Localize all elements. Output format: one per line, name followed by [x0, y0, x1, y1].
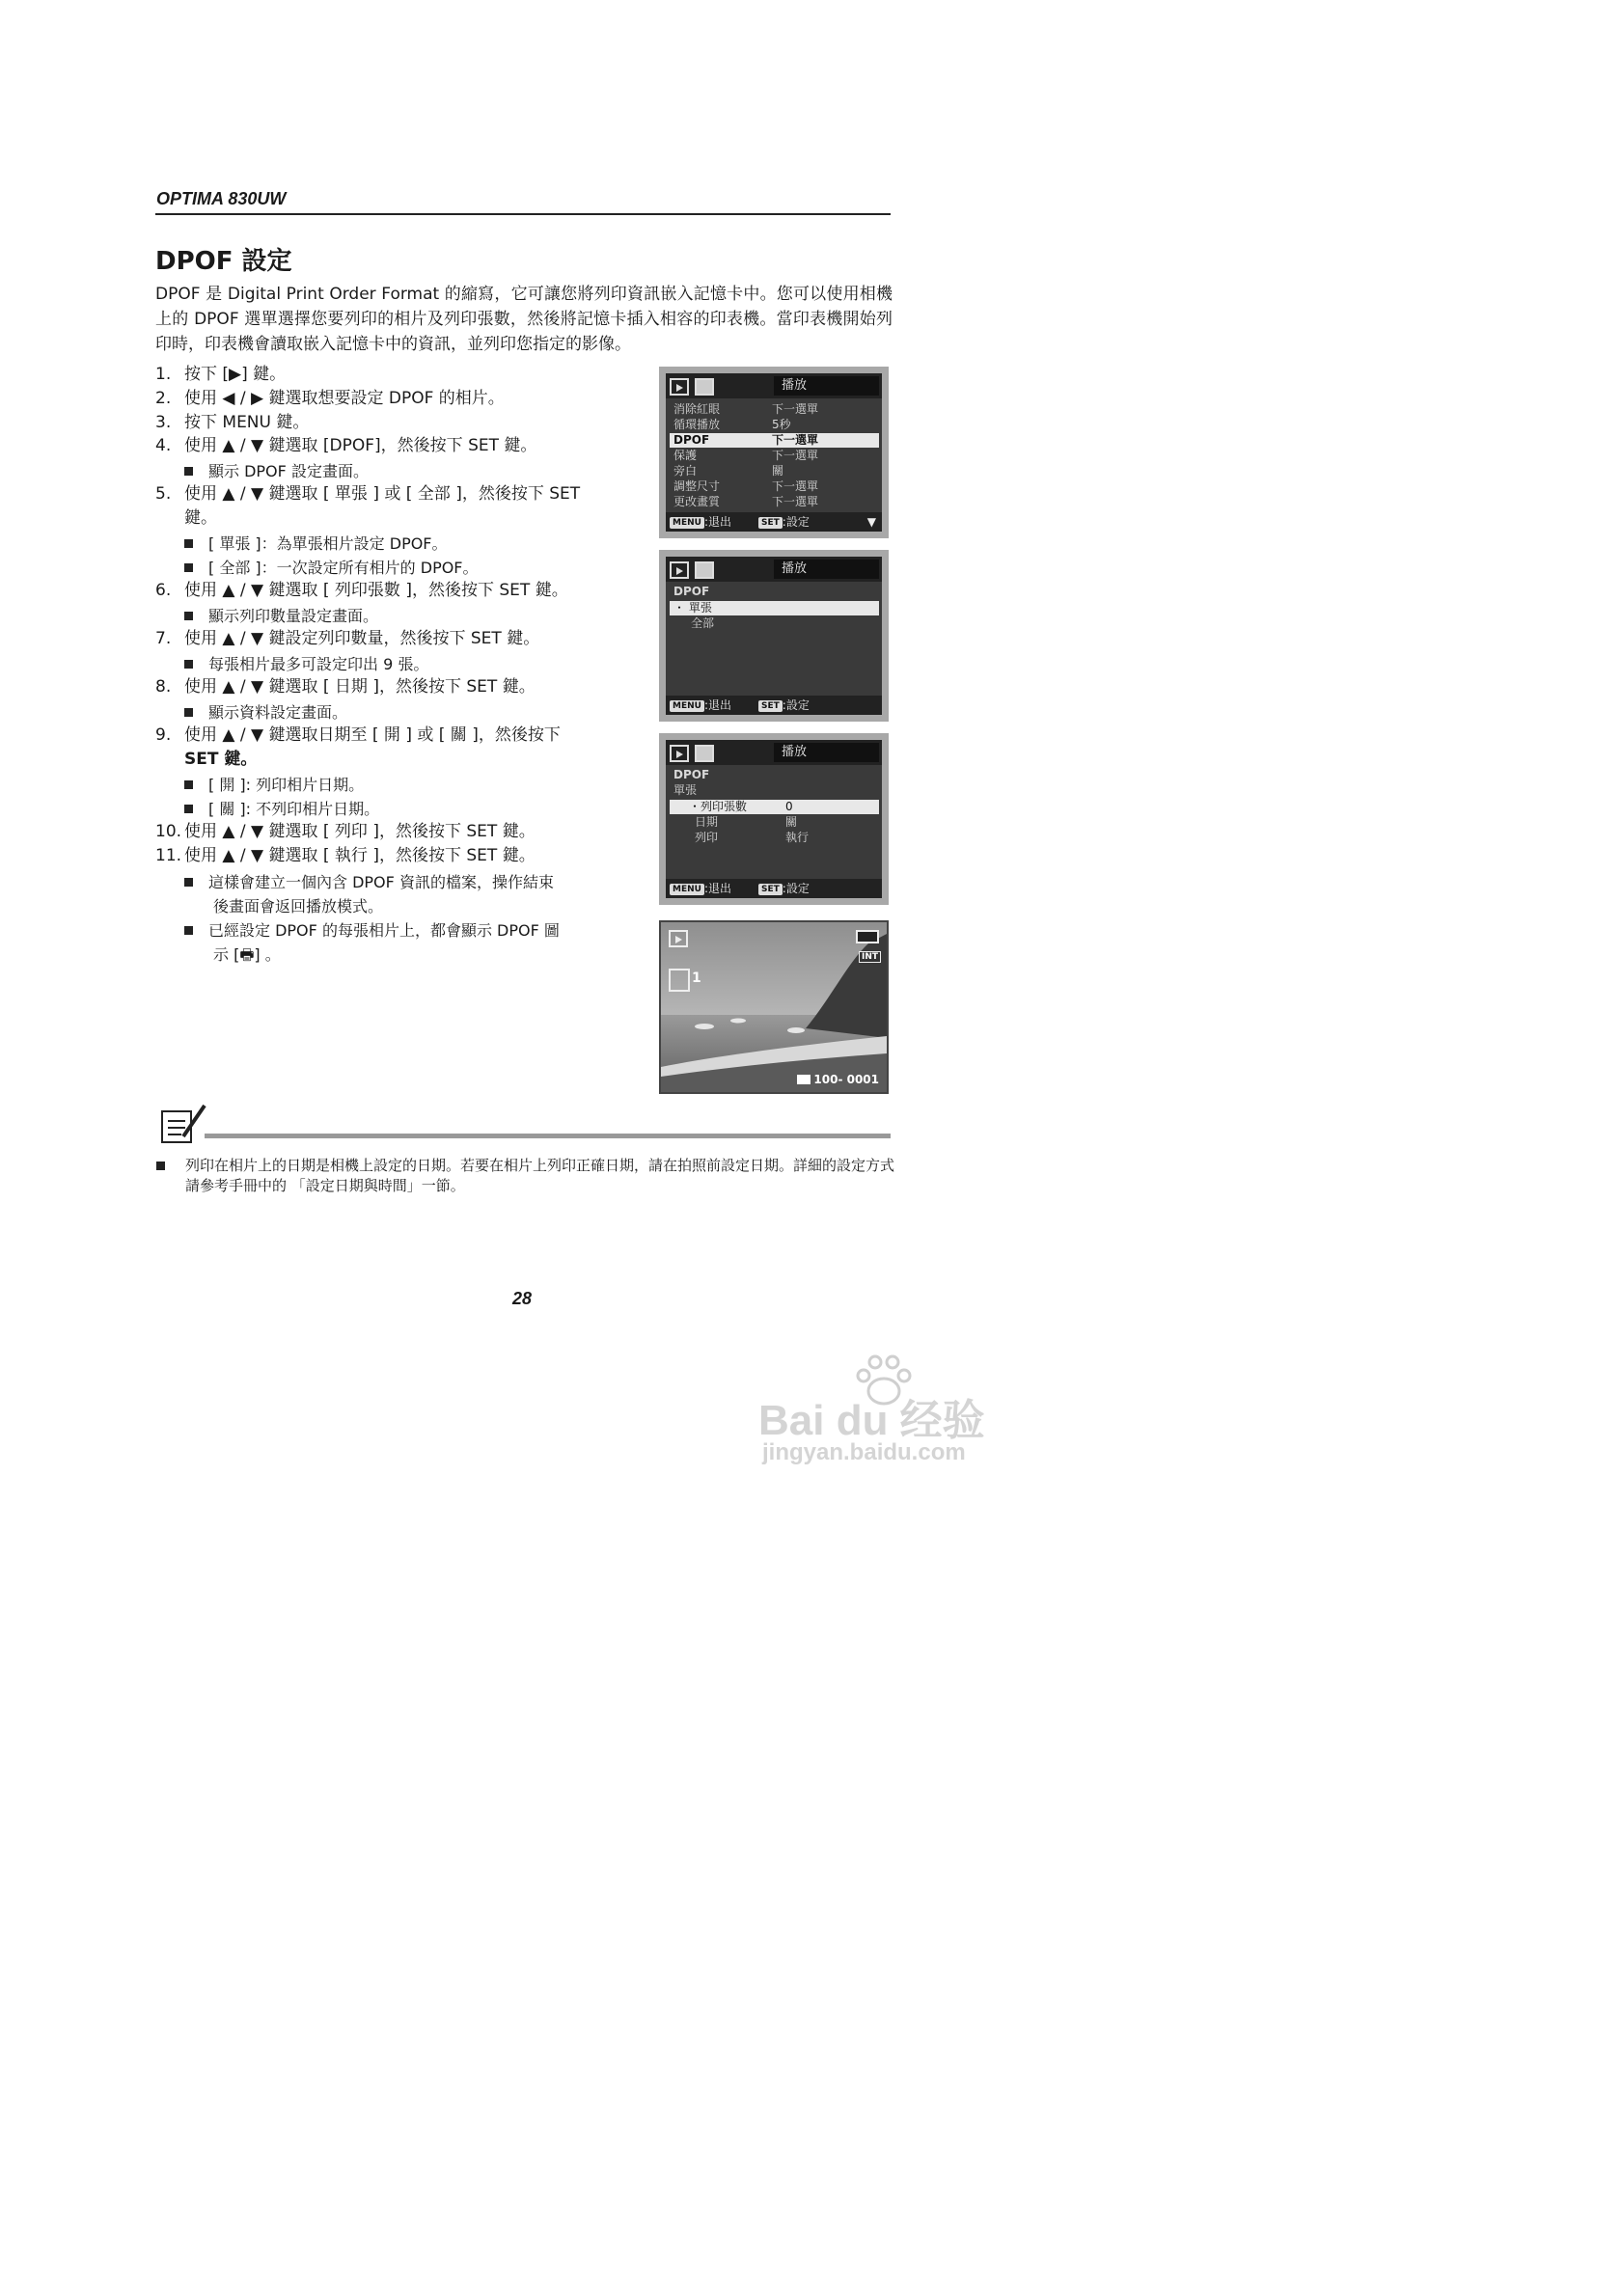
menu-row: 保護 下一選單: [673, 449, 819, 462]
step-11-note-icon-cont: 示 [🖶] 。: [213, 945, 281, 964]
setting-row: 日期 關: [695, 815, 798, 829]
option-single-selected: ・ 單張: [670, 601, 879, 615]
dpof-print-icon: [669, 969, 690, 992]
menu-key: MENU: [670, 700, 704, 712]
page-number: 28: [512, 1289, 533, 1308]
single-heading: 單張: [673, 783, 698, 797]
playback-icon: [670, 745, 689, 762]
playback-icon: [670, 561, 689, 579]
tab-playback: 播放: [774, 560, 879, 579]
screen-footer: [666, 879, 882, 898]
step-6: 6. 使用 ▲ / ▼ 鍵選取 [ 列印張數 ]，然後按下 SET 鍵。: [155, 581, 568, 600]
setup-icon: [695, 378, 714, 396]
step-9-note-on: [ 開 ]: 列印相片日期。: [184, 773, 364, 797]
step-3: 3. 按下 MENU 鍵。: [155, 413, 310, 432]
step-9: 9. 使用 ▲ / ▼ 鍵選取日期至 [ 開 ] 或 [ 關 ]，然後按下: [155, 725, 561, 745]
note-text: 列印在相片上的日期是相機上設定的日期。若要在相片上列印正確日期，請在拍照前設定日期。詳細的設定方式請參考手冊中的 「設定日期與時間」一節。: [185, 1157, 895, 1194]
step-7-note: 每張相片最多可設定印出 9 張。: [184, 652, 428, 676]
step-9-cont: SET 鍵。: [184, 750, 258, 769]
scroll-down-icon: ▼: [866, 515, 876, 529]
step-10: 10. 使用 ▲ / ▼ 鍵選取 [ 列印 ]，然後按下 SET 鍵。: [155, 822, 536, 841]
set-label: :設定: [782, 515, 810, 529]
camera-screen-playback-menu: [659, 367, 889, 538]
step-8: 8. 使用 ▲ / ▼ 鍵選取 [ 日期 ]，然後按下 SET 鍵。: [155, 677, 536, 697]
watermark-brand: Bai du 经验: [758, 1397, 985, 1444]
exit-label: :退出: [703, 882, 731, 895]
step-1: 1. 按下 [▶] 鍵。: [155, 365, 287, 384]
dpof-heading: DPOF: [673, 585, 710, 598]
tab-playback: 播放: [774, 376, 879, 396]
step-5-note-single: [ 單張 ]：為單張相片設定 DPOF。: [184, 532, 448, 556]
menu-key: MENU: [670, 517, 704, 529]
step-5-cont: 鍵。: [184, 508, 217, 528]
set-label: :設定: [782, 698, 810, 712]
set-label: :設定: [782, 882, 810, 895]
step-4: 4. 使用 ▲ / ▼ 鍵選取 [DPOF]，然後按下 SET 鍵。: [155, 436, 537, 455]
section-title: DPOF 設定: [155, 247, 292, 276]
setup-icon: [695, 745, 714, 762]
step-7: 7. 使用 ▲ / ▼ 鍵設定列印數量，然後按下 SET 鍵。: [155, 629, 540, 648]
exit-label: :退出: [703, 515, 731, 529]
print-count: 1: [692, 970, 701, 986]
set-key: SET: [758, 517, 783, 529]
menu-key: MENU: [670, 884, 704, 895]
step-11-note-file-cont: 後畫面會返回播放模式。: [213, 897, 384, 916]
step-6-note: 顯示列印數量設定畫面。: [184, 604, 378, 628]
option-all: 全部: [691, 616, 715, 630]
step-11-note-icon: 已經設定 DPOF 的每張相片上，都會顯示 DPOF 圖: [184, 918, 560, 943]
playback-icon: [669, 930, 688, 947]
set-key: SET: [758, 700, 783, 712]
notepad-icon: [158, 1102, 208, 1146]
step-5-note-all: [ 全部 ]：一次設定所有相片的 DPOF。: [184, 556, 479, 580]
note-item: [156, 1156, 894, 1196]
setup-icon: [695, 561, 714, 579]
header-rule: [155, 213, 891, 215]
camera-screen-print-settings: [659, 733, 889, 905]
photo-preview: [659, 920, 889, 1094]
internal-memory-icon: INT: [859, 951, 881, 963]
exit-label: :退出: [703, 698, 731, 712]
file-number: 100- 0001: [797, 1073, 879, 1086]
dpof-heading: DPOF: [673, 768, 710, 781]
screen-footer: [666, 696, 882, 715]
step-11: 11. 使用 ▲ / ▼ 鍵選取 [ 執行 ]，然後按下 SET 鍵。: [155, 846, 536, 865]
folder-icon: [797, 1075, 810, 1084]
menu-row: 更改畫質 下一選單: [673, 495, 819, 508]
setting-row-selected: ・列印張數 0: [670, 800, 879, 814]
note-divider: [205, 1134, 891, 1138]
menu-row: 調整尺寸 下一選單: [673, 479, 819, 493]
running-header: OPTIMA 830UW: [156, 189, 287, 208]
beach-photo: [661, 922, 887, 1092]
step-5: 5. 使用 ▲ / ▼ 鍵選取 [ 單張 ] 或 [ 全部 ]，然後按下 SET: [155, 484, 581, 504]
playback-icon: [670, 378, 689, 396]
camera-screen-dpof-select: [659, 550, 889, 722]
menu-row: 循環播放 5秒: [673, 418, 791, 431]
step-8-note: 顯示資料設定畫面。: [184, 700, 347, 724]
watermark-url: jingyan.baidu.com: [762, 1439, 966, 1465]
intro-paragraph: DPOF 是 Digital Print Order Format 的縮寫，它可讓您將列印資訊嵌入記憶卡中。您可以使用相機上的 DPOF 選單選擇您要列印的相片及列印張數，然後將記憶卡插入相容的印表機。當印表機開始列印時，印表機會讀取嵌入記憶卡中的資訊，並列印您指定的影像。: [155, 285, 893, 354]
step-4-note: 顯示 DPOF 設定畫面。: [184, 459, 369, 483]
screen-footer: [666, 512, 882, 532]
tab-playback: 播放: [774, 743, 879, 762]
menu-row: 消除紅眼 下一選單: [673, 402, 819, 416]
battery-icon: [856, 930, 879, 943]
menu-row: 旁白 關: [673, 464, 784, 478]
menu-row-selected: DPOF 下一選單: [670, 433, 879, 448]
step-2: 2. 使用 ◀ / ▶ 鍵選取想要設定 DPOF 的相片。: [155, 389, 505, 408]
set-key: SET: [758, 884, 783, 895]
step-9-note-off: [ 關 ]: 不列印相片日期。: [184, 797, 379, 821]
setting-row: 列印 執行: [695, 831, 810, 844]
step-11-note-file: 這樣會建立一個內含 DPOF 資訊的檔案，操作結束: [184, 870, 554, 894]
